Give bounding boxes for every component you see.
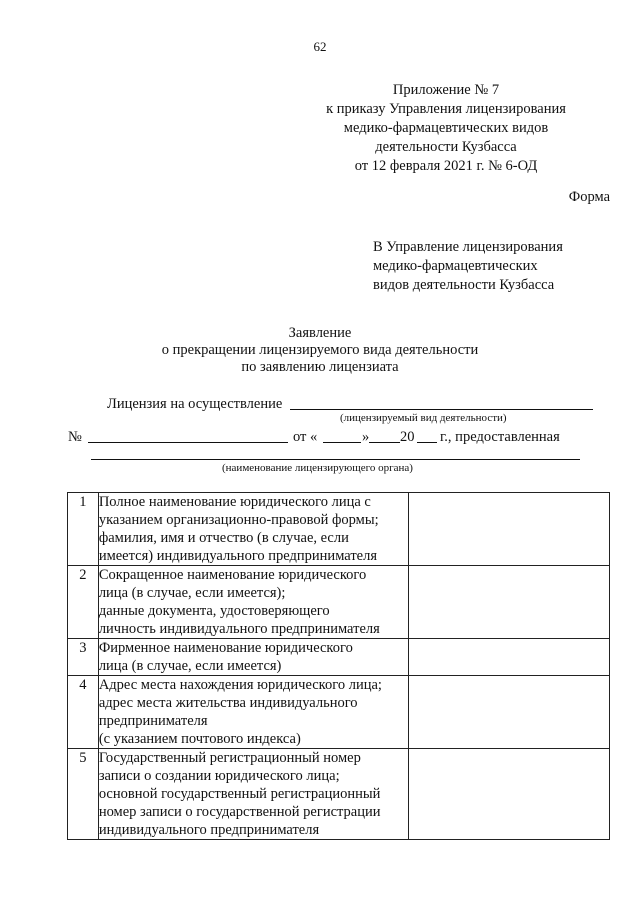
title-line: по заявлению лицензиата	[241, 359, 399, 375]
row-number: 5	[68, 749, 99, 840]
row-label-line: Фирменное наименование юридического	[98, 640, 353, 656]
row-label-line: предпринимателя	[98, 713, 208, 729]
row-label	[98, 493, 408, 566]
licensing-authority-field[interactable]	[91, 459, 580, 460]
row-label	[98, 566, 408, 639]
addressee-line: медико-фармацевтических	[373, 258, 538, 274]
license-number-field[interactable]	[88, 442, 288, 443]
row-value-cell[interactable]	[408, 749, 609, 840]
row-label-line: адрес места жительства индивидуального	[98, 695, 358, 711]
addressee-block	[373, 238, 563, 295]
date-from-label: от «	[293, 429, 318, 445]
license-label: Лицензия на осуществление	[107, 396, 283, 412]
row-value-cell[interactable]	[408, 639, 609, 676]
license-activity-field[interactable]	[290, 409, 593, 410]
appendix-block	[300, 81, 592, 176]
addressee-line: видов деятельности Кузбасса	[373, 277, 555, 293]
appendix-line: от 12 февраля 2021 г. № 6-ОД	[354, 158, 538, 174]
row-number: 1	[68, 493, 99, 566]
document-title	[0, 325, 640, 376]
date-close-quote: »	[362, 429, 370, 445]
row-value-cell[interactable]	[408, 676, 609, 749]
table-row	[68, 493, 610, 566]
row-label-line: лица (в случае, если имеется);	[98, 585, 286, 601]
row-label-line: номер записи о государственной регистрации	[98, 804, 381, 820]
page-number: 62	[313, 39, 327, 54]
row-label-line: фамилия, имя и отчество (в случае, если	[98, 530, 349, 546]
addressee-line: В Управление лицензирования	[373, 239, 563, 255]
appendix-line: Приложение № 7	[392, 82, 500, 98]
form-label: Форма	[568, 189, 610, 205]
row-number: 4	[68, 676, 99, 749]
row-label-line: лица (в случае, если имеется)	[98, 658, 282, 674]
row-label-line: (с указанием почтового индекса)	[98, 731, 301, 747]
row-label-line: записи о создании юридического лица;	[98, 768, 340, 784]
license-year-field[interactable]	[417, 442, 437, 443]
appendix-line: деятельности Кузбасса	[375, 139, 517, 155]
row-number: 2	[68, 566, 99, 639]
row-value-cell[interactable]	[408, 493, 609, 566]
row-label-line: Адрес места нахождения юридического лица;	[98, 677, 382, 693]
title-line: о прекращении лицензируемого вида деятельности	[161, 342, 479, 358]
license-month-field[interactable]	[369, 442, 400, 443]
row-label-line: данные документа, удостоверяющего	[98, 603, 330, 619]
year-prefix: 20	[400, 429, 415, 445]
title-line: Заявление	[288, 325, 352, 341]
row-label-line: указанием организационно-правовой формы;	[98, 512, 379, 528]
license-activity-caption: (лицензируемый вид деятельности)	[340, 412, 507, 424]
license-day-field[interactable]	[323, 442, 361, 443]
appendix-line: к приказу Управления лицензирования	[326, 101, 566, 117]
application-table	[67, 492, 610, 840]
row-label-line: имеется) индивидуального предпринимателя	[98, 548, 378, 564]
row-label-line: основной государственный регистрационный	[98, 786, 381, 802]
table-row	[68, 639, 610, 676]
row-label-line: Сокращенное наименование юридического	[98, 567, 367, 583]
row-label	[98, 676, 408, 749]
row-label-line: Государственный регистрационный номер	[98, 750, 361, 766]
row-label-line: Полное наименование юридического лица с	[98, 494, 371, 510]
row-label-line: индивидуального предпринимателя	[98, 822, 320, 838]
row-value-cell[interactable]	[408, 566, 609, 639]
appendix-line: медико-фармацевтических видов	[343, 120, 549, 136]
row-number: 3	[68, 639, 99, 676]
row-label	[98, 639, 408, 676]
licensing-authority-caption: (наименование лицензирующего органа)	[222, 462, 413, 474]
number-sign: №	[68, 429, 82, 445]
year-suffix: г., предоставленная	[440, 429, 560, 445]
row-label-line: личность индивидуального предпринимателя	[98, 621, 380, 637]
table-row	[68, 566, 610, 639]
table-row	[68, 749, 610, 840]
row-label	[98, 749, 408, 840]
table-row	[68, 676, 610, 749]
